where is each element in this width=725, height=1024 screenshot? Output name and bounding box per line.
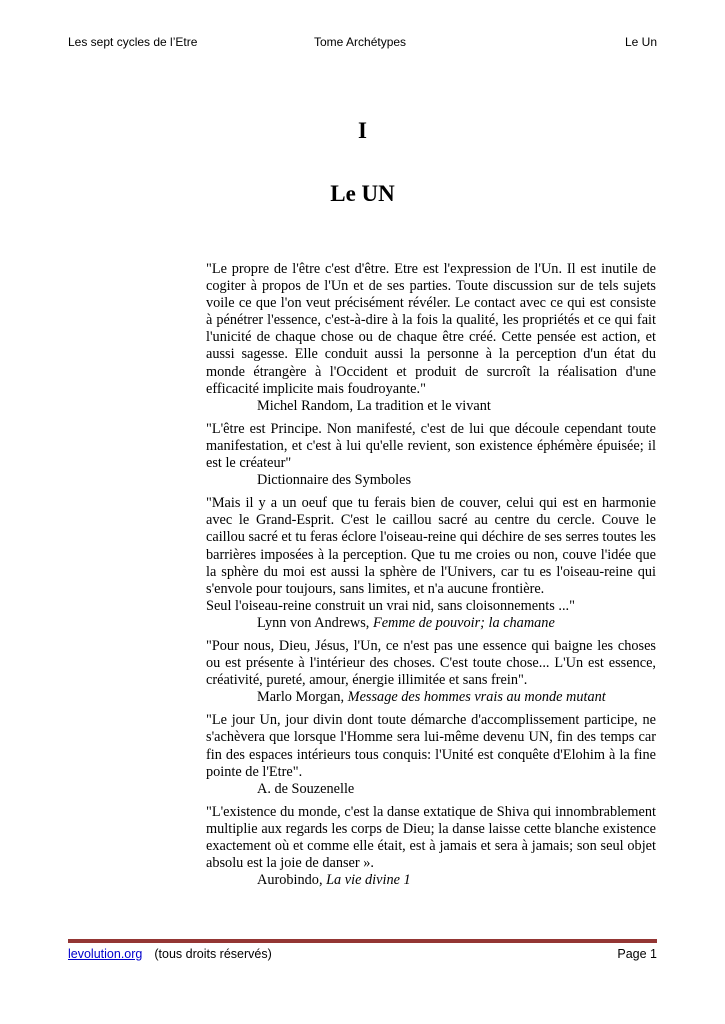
quote-text-continued: Seul l'oiseau-reine construit un vrai nid, sans cloisonnements ..." [206, 597, 575, 614]
quote-block [206, 638, 656, 706]
quote-text: "L'existence du monde, c'est la danse extatique de Shiva qui innombrablement multiplie aux regards les corps de Dieu; la danse laisse cette blanche existence exactement où et comme elle était, est à jamais et sera à jamais; son seul objet absolu est la joie de danser ». [206, 803, 656, 872]
quote-source [206, 398, 656, 415]
quote-source [206, 781, 656, 798]
quote-text: "Mais il y a un oeuf que tu ferais bien de couver, celui qui est en harmonie avec le Grand-Esprit. C'est le caillou sacré au centre du cercle. Couve le caillou sacré et tu feras éclore l'oiseau-reine qui déchire de ses serres toutes les barrières imposées à la perception. Que tu me croies ou non, couve l'idée que la sphère du moi est aussi la sphère de l'Univers, car tu es l'oiseau-reine qui s'envole pour toujours, sans limites, et n'a aucune frontière. [206, 495, 656, 597]
quote-text: "Pour nous, Dieu, Jésus, l'Un, ce n'est pas une essence qui baigne les choses ou est présente à l'intérieur des choses. C'est toute chose... L'Un est essence, créativité, pureté, amour, énergie illimitée et sans frein". [206, 637, 656, 689]
quote-author: Lynn von Andrews, [257, 614, 373, 631]
quote-text: "L'être est Principe. Non manifesté, c'est de lui que découle cependant toute manifestation, et c'est à lui qu'elle revient, son existence éphémère épuisée; il est le créateur" [206, 420, 656, 472]
quotes-list [206, 261, 656, 895]
quote-author: Michel Random, La tradition et le vivant [257, 397, 491, 414]
quote-block [206, 804, 656, 889]
quote-source [206, 615, 656, 632]
quote-source [206, 872, 656, 889]
header-chapter: Le Un [624, 35, 657, 49]
quote-block [206, 261, 656, 415]
quote-work: Message des hommes vrais au monde mutant [347, 689, 606, 706]
page-footer [68, 947, 657, 961]
quote-work: La vie divine 1 [326, 872, 411, 889]
quote-author: A. de Souzenelle [257, 780, 355, 797]
page-number: Page 1 [617, 947, 657, 961]
header-volume: Tome Archétypes [314, 35, 407, 49]
quote-text: "Le jour Un, jour divin dont toute démarche d'accomplissement participe, ne s'achèvera que lorsque l'Homme sera lui-même devenu UN, fin des temps car fin des espaces intérieurs tous conquis: l'Unité est conquête d'Elohim à la fine pointe de l'Etre". [206, 712, 656, 780]
chapter-number: I [358, 118, 367, 143]
quote-text: "Le propre de l'être c'est d'être. Etre est l'expression de l'Un. Il est inutile de cogiter à propos de l'Un et de ses parties. Toute discussion sur de tels sujets voile ce que l'on veut précisément révéler. Le contact avec ce qui est consiste à pénétrer l'essence, c'est-à-dire à la fois la qualité, les propriétés et ce qui fait l'unicité de chaque chose ou de chaque être créé. Cette pensée est action, et aussi sagesse. Elle conduit aussi la personne à la perception d'un état du monde étrangère à l'Occident et produit de surcroît la réalisation d'une efficacité implicite mais foudroyante." [206, 261, 656, 397]
quote-source [206, 472, 656, 489]
rights-notice: (tous droits réservés) [154, 947, 272, 961]
header-book-title: Les sept cycles de l’Etre [68, 35, 198, 49]
quote-work: Femme de pouvoir; la chamane [372, 614, 555, 631]
quote-author: Aurobindo, [257, 872, 327, 889]
quote-source [206, 689, 656, 706]
quote-author: Dictionnaire des Symboles [257, 472, 412, 489]
quote-block [206, 421, 656, 489]
chapter-title: Le UN [330, 181, 395, 206]
footer-divider [68, 939, 657, 943]
quote-block [206, 712, 656, 797]
quote-author: Marlo Morgan, [257, 689, 348, 706]
quote-block [206, 495, 656, 632]
site-link[interactable]: levolution.org [68, 947, 143, 961]
